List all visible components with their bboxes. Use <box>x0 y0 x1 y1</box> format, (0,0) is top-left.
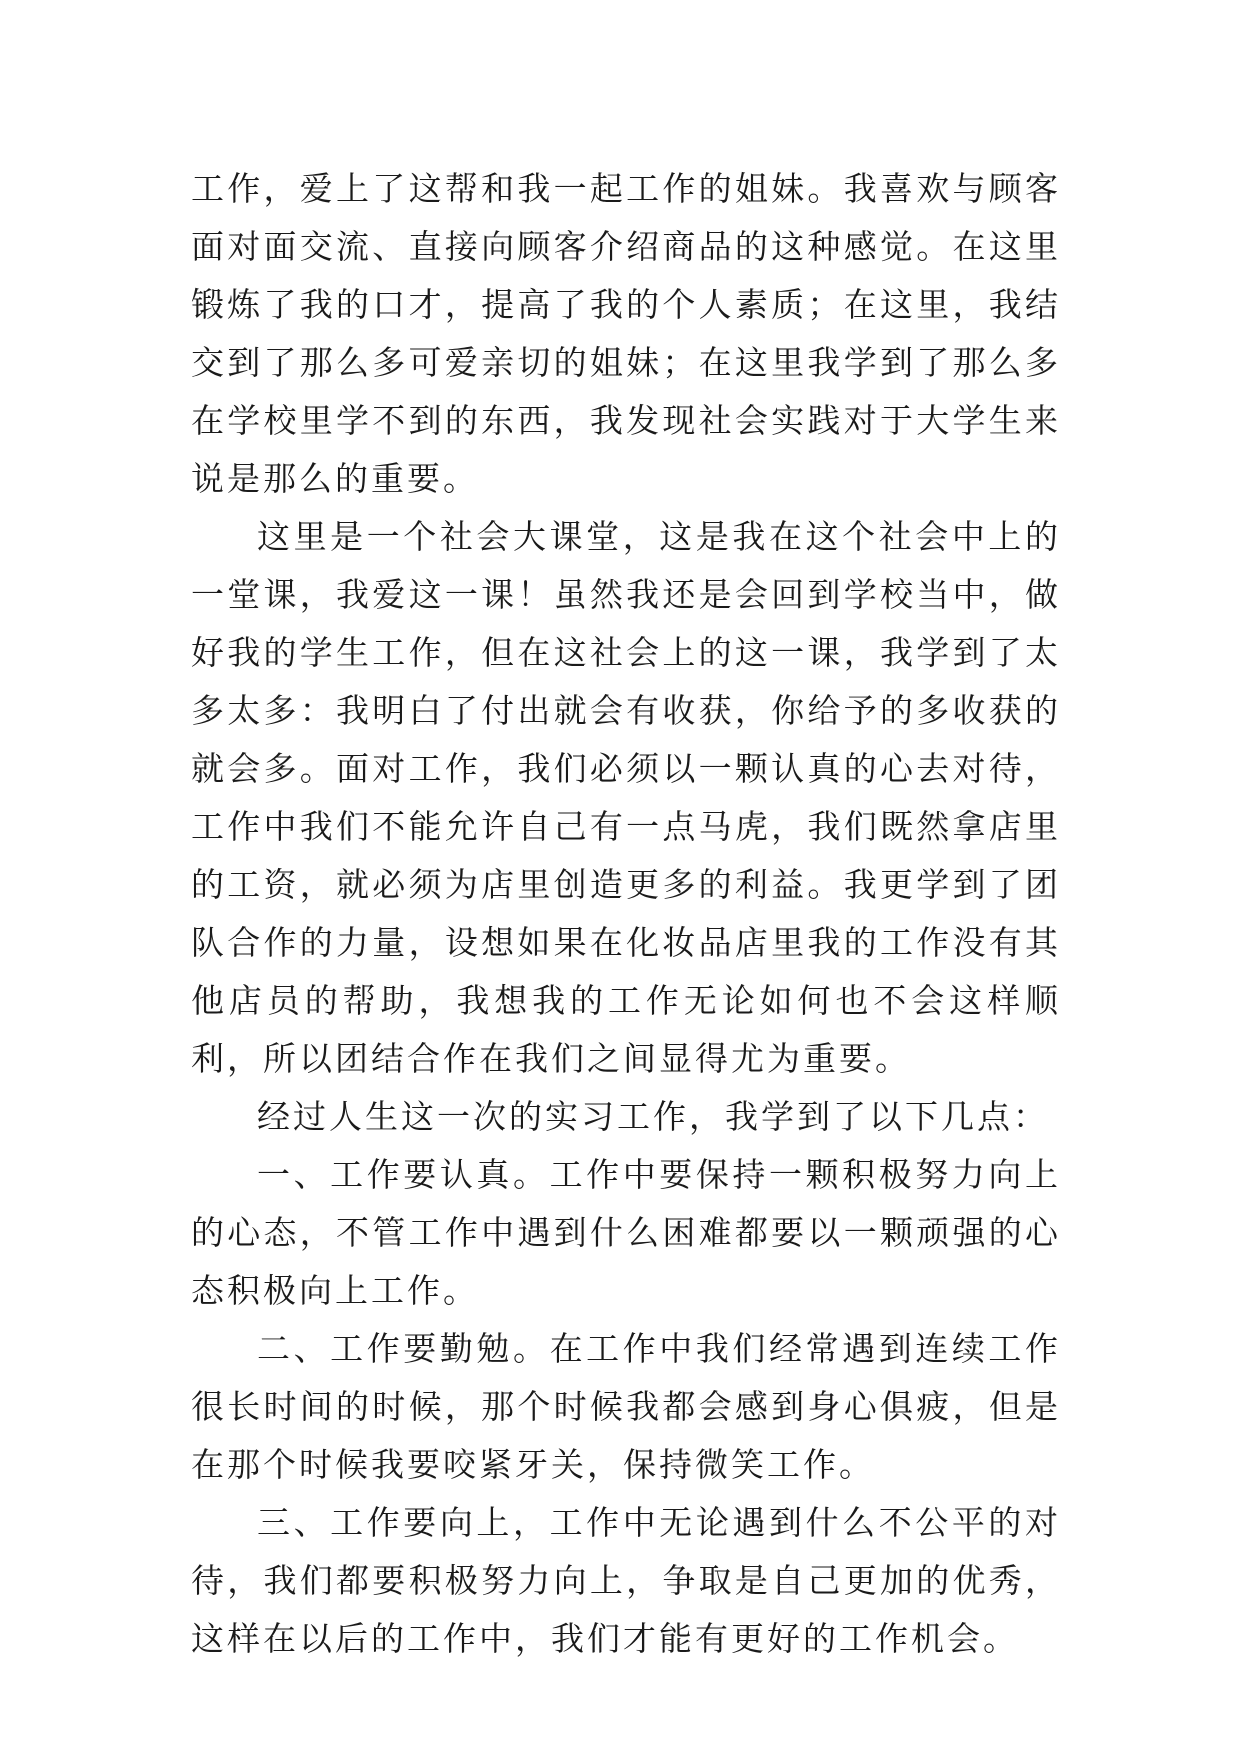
document-body <box>191 160 1061 1668</box>
paragraph-lessons-intro: 经过人生这一次的实习工作，我学到了以下几点： <box>257 1097 1049 1136</box>
paragraph-point-one: 一、工作要认真。工作中要保持一颗积极努力向上的心态，不管工作中遇到什么困难都要以一颗顽强的心态积极向上工作。 <box>191 1155 1061 1310</box>
paragraph-social-classroom: 这里是一个社会大课堂，这是我在这个社会中上的一堂课，我爱这一课！虽然我还是会回到学校当中，做好我的学生工作，但在这社会上的这一课，我学到了太多太多：我明白了付出就会有收获，你给予的多收获的就会多。面对工作，我们必须以一颗认真的心去对待，工作中我们不能允许自己有一点马虎，我们既然拿店里的工资，就必须为店里创造更多的利益。我更学到了团队合作的力量，设想如果在化妆品店里我的工作没有其他店员的帮助，我想我的工作无论如何也不会这样顺利，所以团结合作在我们之间显得尤为重要。 <box>191 517 1061 1078</box>
paragraph-point-three: 三、工作要向上，工作中无论遇到什么不公平的对待，我们都要积极努力向上，争取是自己更加的优秀，这样在以后的工作中，我们才能有更好的工作机会。 <box>191 1503 1061 1658</box>
paragraph-continuation: 工作，爱上了这帮和我一起工作的姐妹。我喜欢与顾客面对面交流、直接向顾客介绍商品的这种感觉。在这里锻炼了我的口才，提高了我的个人素质；在这里，我结交到了那么多可爱亲切的姐妹；在这里我学到了那么多在学校里学不到的东西，我发现社会实践对于大学生来说是那么的重要。 <box>191 169 1061 498</box>
paragraph-point-two: 二、工作要勤勉。在工作中我们经常遇到连续工作很长时间的时候，那个时候我都会感到身心俱疲，但是在那个时候我要咬紧牙关，保持微笑工作。 <box>191 1329 1061 1484</box>
